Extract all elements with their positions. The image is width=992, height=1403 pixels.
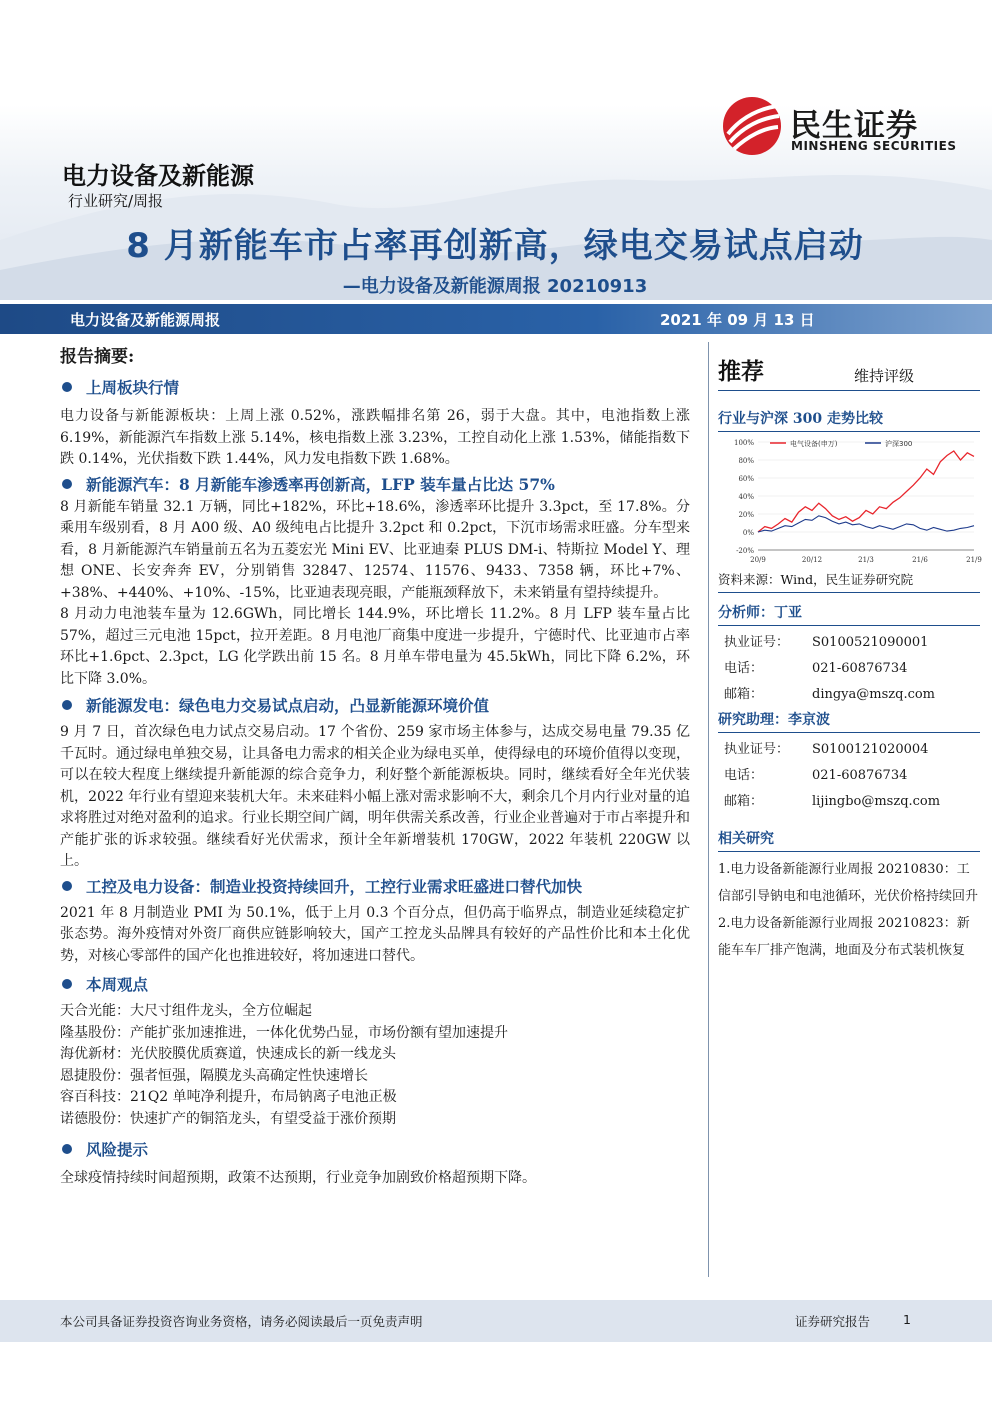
- analyst-heading: 分析师：丁亚: [718, 601, 980, 626]
- bullet-icon: [62, 700, 72, 710]
- list-item: 容百科技：21Q2 单吨净利提升，布局钠离子电池正极: [60, 1089, 397, 1105]
- analyst-phone-row: [718, 656, 980, 682]
- list-item: 恩捷股份：强者恒强，隔膜龙头高确定性快速增长: [60, 1067, 368, 1084]
- related-item[interactable]: 1.电力设备新能源行业周报 20210830：工信部引导钠电和电池循环，光伏价格持续回升: [718, 862, 979, 904]
- bullet-icon: [62, 479, 72, 489]
- section-market: [60, 374, 690, 471]
- section-risk: [60, 1136, 690, 1190]
- x-tick-label: 20/9: [750, 556, 766, 564]
- row-key: 电话：: [724, 768, 764, 783]
- bullet-icon: [62, 881, 72, 891]
- analyst-email-link[interactable]: dingya@mszq.com: [812, 687, 936, 702]
- rating-title: 推荐: [718, 359, 764, 385]
- y-tick-label: 100%: [733, 439, 754, 447]
- list-item: 海优新材：光伏胶膜优质赛道，快速成长的新一线龙头: [60, 1046, 396, 1062]
- summary-label: 报告摘要:: [60, 347, 135, 367]
- trend-chart: [718, 434, 980, 570]
- list-item: 诺德股份：快速扩产的铜箔龙头，有望受益于涨价预期: [60, 1110, 396, 1127]
- legend-label: 沪深300: [885, 440, 913, 448]
- trend-chart-svg: [718, 434, 980, 570]
- x-tick-label: 21/9: [966, 556, 982, 564]
- bullet-icon: [62, 382, 72, 392]
- row-key: 执业证号：: [724, 742, 790, 757]
- risk-text: 全球疫情持续时间超预期，政策不达预期，行业竞争加剧致价格超预期下降。: [60, 1170, 536, 1186]
- section-heading: 风险提示: [86, 1140, 149, 1159]
- bullet-icon: [62, 1144, 72, 1154]
- views-list: [60, 1001, 690, 1130]
- x-tick-label: 20/12: [801, 556, 823, 564]
- related-heading: 相关研究: [718, 827, 980, 852]
- section-paragraph: 8 月动力电池装车量为 12.6GWh，同比增长 144.9%，环比增长 11.2%。8 月 LFP 装车量占比 57%，超过三元电池 15pct，拉开差距。8 月电池厂商集中度进一步提升，宁德时代、比亚迪市占率环比+1.6pct、2.3pct，LG 化学跌出前 15 名。8 月单车带电量为 45.5kWh，同比下降 6.2%，环比下降 3.0%。: [60, 606, 690, 687]
- legend-label: 电气设备(申万): [790, 440, 838, 448]
- report-title: 8 月新能车市占率再创新高，绿电交易试点启动: [126, 226, 864, 266]
- assistant-email-row: [718, 789, 980, 815]
- row-value: 021-60876734: [812, 768, 908, 783]
- chart-heading: 行业与沪深 300 走势比较: [718, 407, 980, 432]
- y-tick-label: 0%: [742, 529, 754, 537]
- sidebar-column: [718, 346, 980, 964]
- related-item[interactable]: 2.电力设备新能源行业周报 20210823：新能车车厂排产饱满，地面及分布式装机恢复: [718, 916, 970, 958]
- section-paragraph: 2021 年 8 月制造业 PMI 为 50.1%，低于上月 0.3 个百分点，但仍高于临界点，制造业延续稳定扩张态势。海外疫情对外资厂商供应链影响较大，国产工控龙头品牌具有较好的产品性价比和本土化优势，对核心零部件的国产化也推进较好，将加速进口替代。: [60, 904, 690, 964]
- analyst-email-row: [718, 682, 980, 708]
- bullet-icon: [62, 979, 72, 989]
- section-heading: 上周板块行情: [86, 378, 180, 397]
- assistant-email-link[interactable]: lijingbo@mszq.com: [812, 794, 941, 809]
- x-tick-label: 21/3: [858, 556, 874, 564]
- page-number: 1: [903, 1312, 911, 1327]
- section-views: [60, 971, 690, 1130]
- assistant-heading: 研究助理：李京波: [718, 708, 980, 733]
- logo-text-en: MINSHENG SECURITIES: [791, 139, 957, 153]
- assistant-license-row: [718, 737, 980, 763]
- bar-report-name: 电力设备及新能源周报: [70, 311, 221, 329]
- list-item: 天合光能：大尺寸组件龙头，全方位崛起: [60, 1003, 312, 1019]
- rating-box: [718, 346, 980, 391]
- row-key: 邮箱：: [724, 794, 764, 809]
- logo-text-cn: 民生证券: [790, 108, 918, 144]
- report-type: 行业研究/周报: [68, 192, 164, 210]
- section-heading: 工控及电力设备：制造业投资持续回升，工控行业需求旺盛进口替代加快: [86, 876, 583, 896]
- assistant-phone-row: [718, 763, 980, 789]
- section-nev: [60, 471, 690, 691]
- y-tick-label: 20%: [738, 511, 754, 519]
- report-subtitle: —电力设备及新能源周报 20210913: [342, 276, 648, 297]
- section-paragraph: 电力设备与新能源板块：上周上涨 0.52%，涨跌幅排名第 26，弱于大盘。其中，电池指数上涨 6.19%，新能源汽车指数上涨 5.14%，核电指数上涨 3.23%，工控自动化上涨 1.53%，储能指数下跌 0.14%，光伏指数下跌 1.44%，风力发电指数下跌 1.68%。: [60, 408, 690, 467]
- section-generation: [60, 692, 690, 873]
- row-key: 执业证号：: [724, 635, 790, 650]
- y-tick-label: 60%: [738, 475, 754, 483]
- y-tick-label: 80%: [738, 457, 754, 465]
- section-heading: 新能源发电：绿色电力交易试点启动，凸显新能源环境价值: [86, 696, 490, 715]
- y-tick-label: 40%: [738, 493, 754, 501]
- industry-name: 电力设备及新能源: [62, 162, 254, 190]
- row-value: S0100121020004: [812, 742, 929, 757]
- list-item: 隆基股份：产能扩张加速推进，一体化优势凸显，市场份额有望加速提升: [60, 1024, 508, 1041]
- row-key: 电话：: [724, 661, 764, 676]
- chart-source: 资料来源：Wind，民生证券研究院: [718, 570, 980, 593]
- row-value: 021-60876734: [812, 661, 908, 676]
- analyst-license-row: [718, 630, 980, 656]
- series-line: [758, 451, 974, 532]
- series-line: [758, 516, 974, 532]
- summary-column: [60, 374, 690, 1190]
- y-tick-label: -20%: [736, 547, 754, 555]
- section-control: [60, 873, 690, 968]
- related-list: [718, 852, 980, 964]
- section-heading: 新能源汽车：8 月新能车渗透率再创新高，LFP 装车量占比达 57%: [86, 474, 555, 494]
- column-divider: [708, 342, 709, 1277]
- rating-level: 维持评级: [853, 367, 914, 385]
- row-value: S0100521090001: [812, 635, 929, 650]
- bar-date: 2021 年 09 月 13 日: [660, 311, 815, 329]
- row-key: 邮箱：: [724, 687, 764, 702]
- x-tick-label: 21/6: [912, 556, 928, 564]
- footer-report-type: 证券研究报告: [795, 1314, 871, 1329]
- section-heading: 本周观点: [86, 975, 149, 994]
- footer-disclaimer: 本公司具备证券投资咨询业务资格，请务必阅读最后一页免责声明: [60, 1314, 423, 1329]
- section-paragraph: 9 月 7 日，首次绿色电力试点交易启动。17 个省份、259 家市场主体参与，达成交易电量 79.35 亿千瓦时。通过绿电单独交易，让具备电力需求的相关企业为绿电买单，使得绿电的环境价值得以变现，可以在较大程度上继续提升新能源的综合竞争力，利好整个新能源板块。同时，继续看好全年光伏装机，2022 年行业有望迎来装机大年。未来硅料小幅上涨对需求影响不大，剩余几个月内行业对量的追求将胜过对绝对盈利的追求。行业长期空间广阔，明年供需关系改善，行业企业普遍对于市占率提升和产能扩张的诉求较强。继续看好光伏需求，预计全年新增装机 170GW，2022 年装机 220GW 以上。: [60, 724, 690, 869]
- section-paragraph: 8 月新能车销量 32.1 万辆，同比+182%，环比+18.6%，渗透率环比提升 3.3pct，至 17.8%。分乘用车级别看，8 月 A00 级、A0 级纯电占比提升 3.2pct 和 0.2pct，下沉市场需求旺盛。分车型来看，8 月新能源汽车销量前五名为五菱宏光 Mini EV、比亚迪秦 PLUS DM-i、特斯拉 Model Y、理想 ONE、长安奔奔 EV，分别销售 32847、12574、11576、9433、7358 辆，环比+7%、+38%、+440%、+10%、-15%，比亚迪表现亮眼，产能瓶颈释放下，未来销量有望持续提升。: [60, 498, 690, 601]
